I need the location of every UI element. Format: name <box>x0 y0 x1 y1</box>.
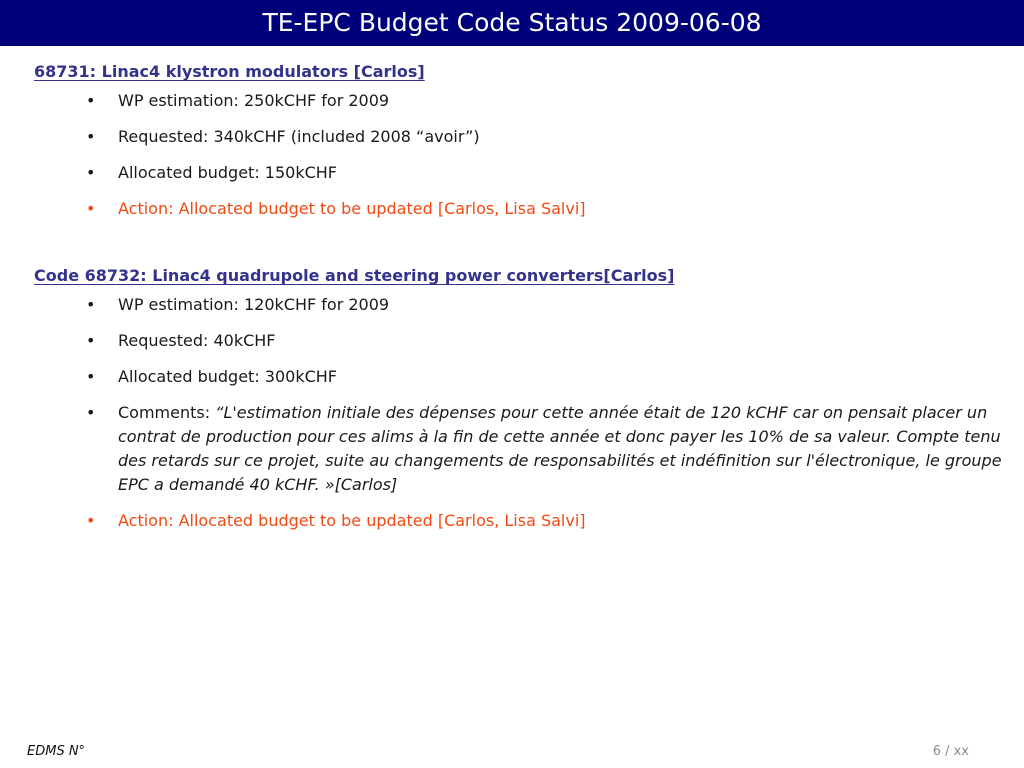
action-item: • Action: Allocated budget to be updated [Carlos, Lisa Salvi] <box>86 511 586 530</box>
list-item: • Allocated budget: 150kCHF <box>86 163 337 182</box>
comment-item: • Comments: “L'estimation initiale des dépenses pour cette année était de 120 kCHF car on pensait placer un contrat de production pour ces alims à la fin de cette année et donc payer les 10% de sa valeur. Compte tenu des retards sur ce projet, suite au changements de responsabilités et indéfinition sur l'électronique, le groupe EPC a demandé 40 kCHF. »[Carlos] <box>86 403 1002 494</box>
list-item: • WP estimation: 250kCHF for 2009 <box>86 91 390 110</box>
list-item: • WP estimation: 120kCHF for 2009 <box>86 295 390 314</box>
page-number: 6 / xx <box>932 744 969 759</box>
comment-label: Comments: <box>118 403 216 422</box>
bullet-list-68731 <box>34 89 1004 221</box>
list-item: • Requested: 340kCHF (included 2008 “avoir”) <box>86 127 480 146</box>
slide-content <box>34 61 1004 545</box>
list-item: • Requested: 40kCHF <box>86 331 276 350</box>
list-item: • Allocated budget: 300kCHF <box>86 367 337 386</box>
comment-text: “L'estimation initiale des dépenses pour cette année était de 120 kCHF car on pensait placer un contrat de production pour ces alims à la fin de cette année et donc payer les 10% de sa valeur. Compte tenu des retards sur ce projet, suite au changements de responsabilités et indéfinition sur l'électronique, le groupe EPC a demandé 40 kCHF. »[Carlos] <box>118 403 1002 494</box>
bullet-list-68732 <box>34 293 1004 533</box>
footer-edms: EDMS N° <box>27 744 86 759</box>
title-bar <box>0 0 1024 46</box>
section-heading-68732: Code 68732: Linac4 quadrupole and steering power converters[Carlos] <box>34 266 675 285</box>
section-spacer <box>34 233 1004 265</box>
slide-title: TE-EPC Budget Code Status 2009-06-08 <box>262 8 762 37</box>
action-item: • Action: Allocated budget to be updated [Carlos, Lisa Salvi] <box>86 199 586 218</box>
section-heading-68731: 68731: Linac4 klystron modulators [Carlos] <box>34 62 425 81</box>
